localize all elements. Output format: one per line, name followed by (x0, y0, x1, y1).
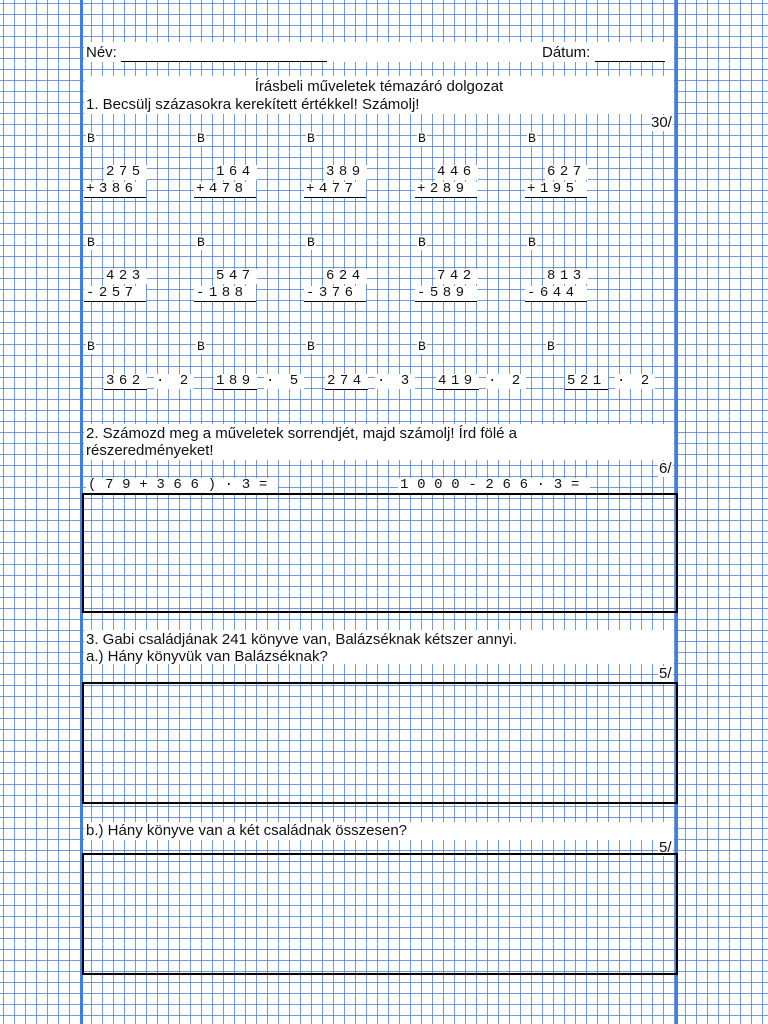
task3a-answer-box[interactable] (82, 682, 678, 804)
multiplication-factor: · 2 (617, 373, 653, 389)
task2-instruction-line1: 2. Számozd meg a műveletek sorrendjét, majd számolj! Írd fölé a (86, 425, 518, 442)
addition-bottom-number: +477 (304, 182, 366, 198)
task3-question-b: b.) Hány könyve van a két családnak összesen? (86, 822, 408, 839)
multiplication-number: 521 (567, 373, 606, 389)
task1-instruction: 1. Becsülj százasokra kerekített értékkel! Számolj! (86, 96, 420, 113)
addition-top-number: 389 (326, 164, 365, 180)
addition-bottom-number: +289 (415, 182, 477, 198)
addition-top-number: 164 (216, 164, 255, 180)
estimate-label: B (528, 131, 536, 146)
subtraction-top-number: 547 (216, 268, 255, 284)
task2-expression-1: (79+366)·3= (88, 477, 276, 493)
estimate-label: B (87, 131, 95, 146)
multiplication-number: 419 (438, 373, 477, 389)
name-field[interactable] (86, 45, 327, 62)
task2-answer-box[interactable] (82, 493, 678, 613)
task2-instruction-line2: részeredményeket! (86, 442, 214, 459)
multiplication-number: 362 (106, 373, 145, 389)
task3-points-a: 5/ (659, 665, 672, 682)
estimate-label: B (528, 235, 536, 250)
estimate-label: B (418, 235, 426, 250)
addition-top-number: 446 (437, 164, 476, 180)
subtraction-bottom-number: -644 (525, 286, 587, 302)
task3-instruction: 3. Gabi családjának 241 könyve van, Balázséknak kétszer annyi. (86, 631, 518, 648)
addition-top-number: 627 (547, 164, 586, 180)
estimate-label: B (307, 235, 315, 250)
task1-points: 30/ (651, 114, 672, 131)
task2-expression-2: 1000-266·3= (400, 477, 588, 493)
date-line (595, 45, 665, 62)
addition-bottom-number: +386 (84, 182, 146, 198)
estimate-label: B (418, 339, 426, 354)
estimate-label: B (87, 235, 95, 250)
task2-points: 6/ (659, 460, 672, 477)
name-line (121, 45, 327, 62)
page-title: Írásbeli műveletek témazáró dolgozat (254, 78, 504, 95)
estimate-label: B (418, 131, 426, 146)
estimate-label: B (307, 131, 315, 146)
multiplication-factor: · 3 (377, 373, 413, 389)
subtraction-top-number: 423 (106, 268, 145, 284)
task3-points-b: 5/ (659, 839, 672, 856)
multiplication-number: 189 (216, 373, 255, 389)
task3b-answer-box[interactable] (82, 853, 678, 975)
subtraction-bottom-number: -376 (304, 286, 366, 302)
subtraction-top-number: 742 (437, 268, 476, 284)
multiplication-factor: · 2 (488, 373, 524, 389)
estimate-label: B (307, 339, 315, 354)
subtraction-top-number: 813 (547, 268, 586, 284)
addition-bottom-number: +478 (194, 182, 256, 198)
date-field[interactable] (542, 45, 665, 62)
multiplication-number: 274 (327, 373, 366, 389)
estimate-label: B (87, 339, 95, 354)
estimate-label: B (197, 339, 205, 354)
date-label: Dátum: (542, 44, 591, 61)
estimate-label: B (197, 131, 205, 146)
estimate-label: B (197, 235, 205, 250)
name-label: Név: (86, 44, 117, 61)
subtraction-bottom-number: -188 (194, 286, 256, 302)
multiplication-factor: · 2 (156, 373, 192, 389)
multiplication-factor: · 5 (266, 373, 302, 389)
subtraction-bottom-number: -589 (415, 286, 477, 302)
subtraction-top-number: 624 (326, 268, 365, 284)
addition-bottom-number: +195 (525, 182, 587, 198)
estimate-label: B (547, 339, 555, 354)
addition-top-number: 275 (106, 164, 145, 180)
subtraction-bottom-number: -257 (84, 286, 146, 302)
task3-question-a: a.) Hány könyvük van Balázséknak? (86, 648, 328, 665)
